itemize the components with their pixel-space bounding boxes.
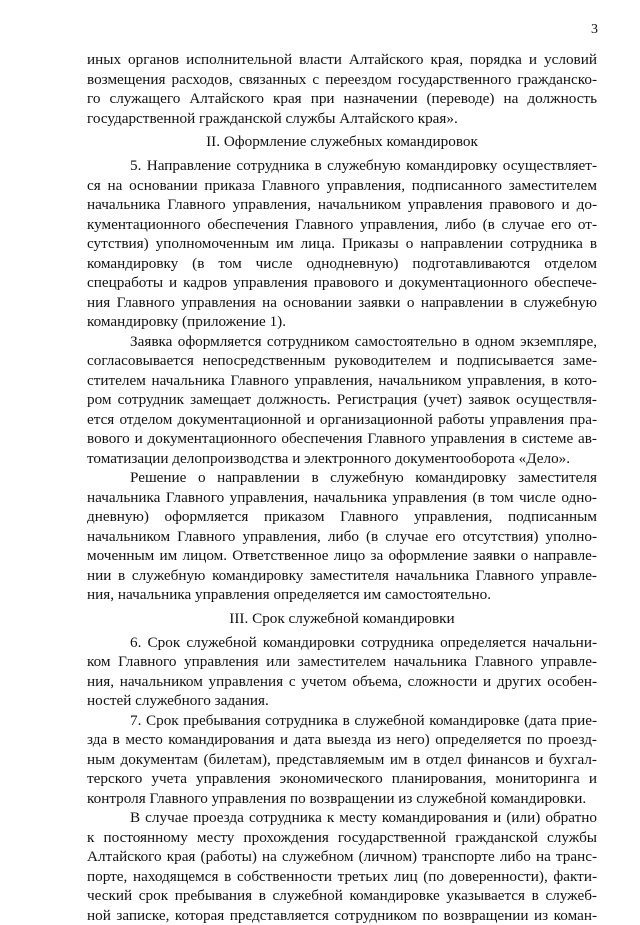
text-line: порте, находящемся в собственности третьих лиц (по доверенности), факти- bbox=[87, 867, 597, 887]
text-line: В случае проезда сотрудника к месту командирования и (или) обратно bbox=[87, 808, 597, 828]
text-line: начальника Главного управления, начальником управления правового и до- bbox=[87, 195, 597, 215]
paragraph bbox=[87, 50, 597, 128]
section-heading: III. Срок служебной командировки bbox=[87, 607, 597, 630]
text-line: контроля Главного управления по возвращении из служебной командировки. bbox=[87, 789, 597, 809]
text-line: Алтайского края (работы) на служебном (личном) транспорте либо на транс- bbox=[87, 847, 597, 867]
text-line: возмещения расходов, связанных с переездом государственного гражданско- bbox=[87, 70, 597, 90]
text-line: ным документам (билетам), представляемым им в отдел финансов и бухгал- bbox=[87, 750, 597, 770]
text-line: сутствия) уполномоченным им лица. Приказы о направлении сотрудника в bbox=[87, 234, 597, 254]
text-line: томатизации делопроизводства и электронного документооборота «Дело». bbox=[87, 449, 597, 469]
paragraph bbox=[87, 808, 597, 925]
text-line: кументационного обеспечения Главного управления, либо (в случае его от- bbox=[87, 215, 597, 235]
text-line: ния, начальника управления определяется им самостоятельно. bbox=[87, 585, 597, 605]
text-line: Решение о направлении в служебную командировку заместителя bbox=[87, 468, 597, 488]
text-line: 6. Срок служебной командировки сотрудника определяется начальни- bbox=[87, 633, 597, 653]
text-line: стителем начальника Главного управления, начальником управления, в кото- bbox=[87, 371, 597, 391]
text-line: спецработы и кадров управления правового и документационного обеспече- bbox=[87, 273, 597, 293]
text-line: ком Главного управления или заместителем начальника Главного управле- bbox=[87, 652, 597, 672]
text-line: ной записке, которая представляется сотрудником по возвращении из коман- bbox=[87, 906, 597, 925]
text-line: вового и документационного обеспечения Главного управления в системе ав- bbox=[87, 429, 597, 449]
paragraph bbox=[87, 711, 597, 809]
document-body bbox=[87, 50, 597, 925]
text-line: иных органов исполнительной власти Алтайского края, порядка и условий bbox=[87, 50, 597, 70]
text-line: терского учета управления экономического планирования, мониторинга и bbox=[87, 769, 597, 789]
text-line: ния, начальником управления с учетом объема, сложности и других особен- bbox=[87, 672, 597, 692]
text-line: командировку (в том числе однодневную) подготавливаются отделом bbox=[87, 254, 597, 274]
section-heading: II. Оформление служебных командировок bbox=[87, 130, 597, 153]
text-line: 5. Направление сотрудника в служебную командировку осуществляет- bbox=[87, 156, 597, 176]
text-line: ся на основании приказа Главного управления, подписанного заместителем bbox=[87, 176, 597, 196]
page-number: 3 bbox=[591, 22, 598, 38]
paragraph bbox=[87, 633, 597, 711]
text-line: моченным им лицом. Ответственное лицо за оформление заявки о направле- bbox=[87, 546, 597, 566]
text-line: начальника Главного управления, начальника управления (в том числе одно- bbox=[87, 488, 597, 508]
text-line: нии в служебную командировку заместителя начальника Главного управле- bbox=[87, 566, 597, 586]
text-line: дневную) оформляется приказом Главного управления, подписанным bbox=[87, 507, 597, 527]
text-line: го служащего Алтайского края при назначении (переводе) на должность bbox=[87, 89, 597, 109]
paragraph bbox=[87, 468, 597, 605]
text-line: ния Главного управления на основании заявки о направлении в служебную bbox=[87, 293, 597, 313]
text-line: согласовывается непосредственным руководителем и подписывается заме- bbox=[87, 351, 597, 371]
text-line: ется отделом документационной и организационной работы управления пра- bbox=[87, 410, 597, 430]
text-line: ром сотрудник замещает должность. Регистрация (учет) заявок осуществля- bbox=[87, 390, 597, 410]
text-line: зда в место командирования и дата выезда из него) определяется по проезд- bbox=[87, 730, 597, 750]
text-line: начальником Главного управления, либо (в случае его отсутствия) уполно- bbox=[87, 527, 597, 547]
text-line: ческий срок пребывания в служебной командировке указывается в служеб- bbox=[87, 886, 597, 906]
text-line: 7. Срок пребывания сотрудника в служебной командировке (дата прие- bbox=[87, 711, 597, 731]
text-line: командировку (приложение 1). bbox=[87, 312, 597, 332]
text-line: государственной гражданской службы Алтайского края». bbox=[87, 109, 597, 129]
paragraph bbox=[87, 156, 597, 332]
paragraph bbox=[87, 332, 597, 469]
text-line: ностей служебного задания. bbox=[87, 691, 597, 711]
text-line: Заявка оформляется сотрудником самостоятельно в одном экземпляре, bbox=[87, 332, 597, 352]
text-line: к постоянному месту прохождения государственной гражданской службы bbox=[87, 828, 597, 848]
